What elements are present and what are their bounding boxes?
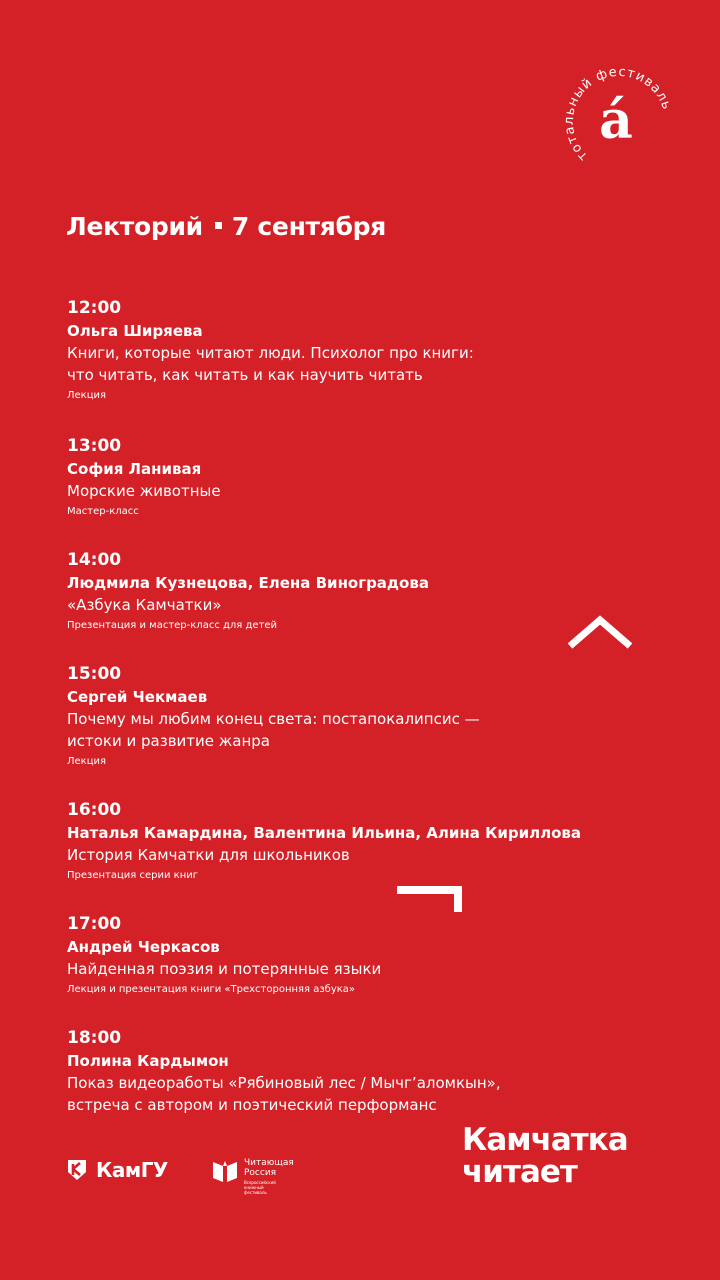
schedule-item [67, 548, 627, 636]
event-speaker: Сергей Чекмаев [67, 688, 208, 706]
event-title-line: История Камчатки для школьников [67, 846, 350, 864]
chr-name: Читающая Россия [244, 1158, 294, 1178]
schedule-item [67, 296, 627, 406]
chitayushchaya-rossiya-logo [212, 1158, 294, 1195]
schedule-list [67, 296, 627, 1116]
event-title-line: встреча с автором и поэтический перформанс [67, 1096, 437, 1114]
page-title [66, 212, 386, 241]
logo-arc-text: тотальный фестивал [561, 64, 671, 164]
event-time: 18:00 [67, 1028, 122, 1048]
event-time: 14:00 [67, 550, 122, 570]
event-speaker: Полина Кардымон [67, 1052, 229, 1070]
book-icon [212, 1158, 238, 1184]
logo-letter: а́ [599, 90, 633, 151]
event-speaker: Людмила Кузнецова, Елена Виноградова [67, 574, 429, 592]
event-speaker: Наталья Камардина, Валентина Ильина, Алина Кириллова [67, 824, 582, 842]
schedule-item [67, 798, 627, 886]
schedule-item [67, 662, 627, 772]
event-speaker: Ольга Ширяева [67, 322, 203, 340]
corner-bracket-icon [397, 886, 463, 918]
event-time: 12:00 [67, 298, 122, 318]
festival-logo [560, 58, 672, 170]
title-date: 7 сентября [231, 212, 386, 241]
kamchatka-chitaet-logo [462, 1124, 628, 1188]
event-title-line: Книги, которые читают люди. Психолог про книги: [67, 344, 474, 362]
event-type: Презентация серии книг [67, 870, 198, 881]
event-type: Лекция и презентация книги «Трехсторонняя азбука» [67, 984, 356, 995]
kamgu-shield-icon [66, 1158, 88, 1182]
event-title-line: истоки и развитие жанра [67, 732, 270, 750]
event-time: 13:00 [67, 436, 122, 456]
event-time: 16:00 [67, 800, 122, 820]
event-title-line: «Азбука Камчатки» [67, 596, 222, 614]
event-type: Презентация и мастер-класс для детей [67, 620, 278, 631]
kamgu-logo [66, 1158, 168, 1182]
schedule-item [67, 912, 627, 1000]
title-text: Лекторий [66, 212, 203, 241]
brand-line-1: Камчатка [462, 1122, 628, 1158]
event-title-line: Морские животные [67, 482, 221, 500]
event-time: 15:00 [67, 664, 122, 684]
schedule-item [67, 1026, 627, 1116]
kamgu-label: КамГУ [96, 1158, 168, 1182]
chevron-up-icon [566, 612, 634, 654]
event-speaker: София Ланивая [67, 460, 202, 478]
event-title-line: Найденная поэзия и потерянные языки [67, 960, 382, 978]
brand-line-2: читает [462, 1154, 577, 1190]
event-type: Мастер-класс [67, 506, 139, 517]
schedule-item [67, 434, 627, 522]
event-title-line: что читать, как читать и как научить читать [67, 366, 423, 384]
chr-subtitle: Всероссийский книжный фестиваль [244, 1180, 276, 1195]
event-time: 17:00 [67, 914, 122, 934]
event-title-line: Почему мы любим конец света: постапокалипсис — [67, 710, 480, 728]
event-type: Лекция [67, 756, 107, 767]
event-type: Лекция [67, 390, 107, 401]
event-speaker: Андрей Черкасов [67, 938, 220, 956]
event-title-line: Показ видеоработы «Рябиновый лес / Мычг’аломкын», [67, 1074, 501, 1092]
title-separator-dot [215, 222, 222, 229]
